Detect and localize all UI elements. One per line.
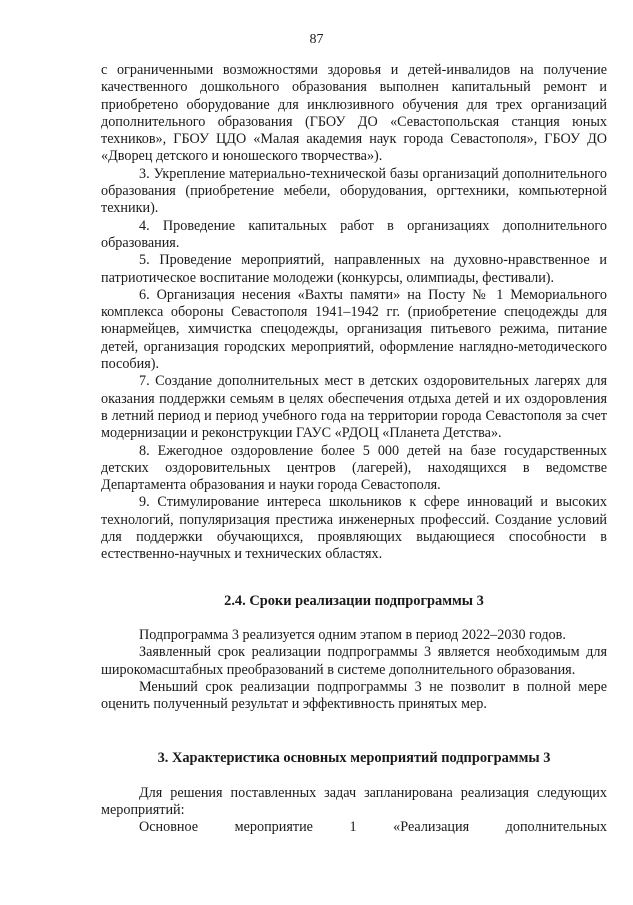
section-heading: 3. Характеристика основных мероприятий подпрограммы 3 — [157, 750, 551, 767]
word: дополнительных — [505, 819, 607, 836]
paragraph: с ограниченными возможностями здоровья и детей-инвалидов на получение качественного дошкольного образования выполнен капитальный ремонт и приобретено оборудование для инклюзивного обучения для трех организаций дополнительного образования (ГБОУ ДО «Севастопольская станция юных техников», ГБОУ ЦДО «Малая академия наук города Севастополя», ГБОУ ДО «Дворец детского и юношеского творчества»). — [101, 62, 607, 165]
word: 1 — [349, 819, 357, 836]
paragraph: Подпрограмма 3 реализуется одним этапом в период 2022–2030 годов. — [139, 626, 566, 643]
paragraph: Меньший срок реализации подпрограммы 3 не позволит в полной мере оценить полученный результат и эффективность принятых мер. — [101, 678, 607, 713]
page-number: 87 — [309, 32, 324, 47]
word: мероприятие — [234, 819, 313, 836]
paragraph: Для решения поставленных задач запланирована реализация следующих мероприятий: — [101, 784, 607, 818]
section-heading: 2.4. Сроки реализации подпрограммы 3 — [224, 592, 484, 609]
paragraph: 8. Ежегодное оздоровление более 5 000 детей на базе государственных детских оздоровительных центров (лагерей), находящихся в ведомстве Департамента образования и науки города Севастополя. — [101, 442, 607, 494]
paragraph: 4. Проведение капитальных работ в организациях дополнительного образования. — [101, 217, 607, 251]
paragraph-partial — [101, 819, 607, 836]
paragraph: 5. Проведение мероприятий, направленных на духовно-нравственное и патриотическое воспитание молодежи (конкурсы, олимпиады, фестивали). — [101, 252, 607, 286]
word: Основное — [139, 819, 199, 836]
paragraph: 6. Организация несения «Вахты памяти» на Посту № 1 Мемориального комплекса обороны Севастополя 1941–1942 гг. (приобретение спецодежды для юнармейцев, химчистка спецодежды, организация питьевого режима, питание детей, организация городских мероприятий, оформление наглядно-методического пособия). — [101, 286, 607, 373]
paragraph: Заявленный срок реализации подпрограммы 3 является необходимым для широкомасштабных преобразований в системе дополнительного образования. — [101, 644, 607, 678]
paragraph: 9. Стимулирование интереса школьников к сфере инноваций и высоких технологий, популяризация престижа инженерных профессий. Создание условий для поддержки обучающихся, проявляющих выдающиеся способности в естественно-научных и технических областях. — [101, 494, 607, 563]
word: «Реализация — [393, 819, 470, 836]
paragraph: 7. Создание дополнительных мест в детских оздоровительных лагерях для оказания поддержки семьям в целях обеспечения отдыха детей и их оздоровления в летний период и период учебного года на территории города Севастополя за счет модернизации и реконструкции ГАУС «РДОЦ «Планета Детства». — [101, 373, 607, 442]
paragraphs-before — [101, 62, 607, 564]
paragraph: 3. Укрепление материально-технической базы организаций дополнительного образования (приобретение мебели, оборудования, оргтехники, компьютерной техники). — [101, 165, 607, 217]
document-body — [101, 62, 607, 837]
